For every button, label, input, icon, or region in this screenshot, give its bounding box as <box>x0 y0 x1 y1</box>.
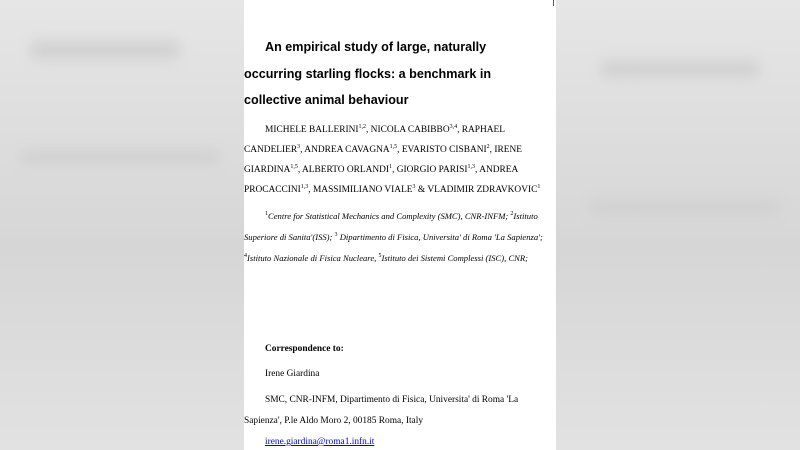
background-blur-shape <box>20 150 220 164</box>
author-affiliation-mark: 3 <box>412 183 416 190</box>
affiliation-text: Istituto Nazionale di Fisica Nucleare, <box>247 253 379 263</box>
author-affiliation-mark: 1,2 <box>358 123 366 130</box>
author-affiliation-mark: 1,5 <box>389 143 398 150</box>
author-name: IRENE GIARDINA <box>244 145 522 175</box>
background-blur-shape <box>590 200 780 214</box>
author-affiliation-mark: 3 <box>297 143 301 150</box>
author-name: EVARISTO CISBANI <box>401 145 487 155</box>
author-name: VLADIMIR ZDRAVKOVIC <box>427 185 538 195</box>
author-separator: , <box>475 165 480 175</box>
author-affiliation-mark: 1 <box>537 183 541 190</box>
author-separator: , <box>392 165 397 175</box>
affiliation-text: Dipartimento di Fisica, Universita' di Roma 'La Sapienza'; <box>337 232 543 242</box>
affiliation-text: Istituto Superiore di Sanita'(ISS); <box>244 211 538 242</box>
author-separator: , <box>300 145 305 155</box>
affiliation-mark: 1 <box>265 211 268 218</box>
correspondence-address: SMC, CNR-INFM, Dipartimento di Fisica, Universita' di Roma 'La Sapienza', P.le Aldo Moro 2, 00185 Roma, Italy <box>244 395 519 426</box>
author-affiliation-mark: 1,3 <box>300 183 309 190</box>
affiliation-text: Centre for Statistical Mechanics and Complexity (SMC), CNR-INFM; <box>268 211 511 221</box>
background-panel-left <box>0 0 244 450</box>
affiliation-mark: 4 <box>244 253 247 260</box>
author-separator: , <box>297 165 303 175</box>
author-separator: , <box>489 145 495 155</box>
author-separator: , <box>397 145 402 155</box>
correspondence-label: Correspondence to: <box>265 344 344 354</box>
author-affiliation-mark: 2 <box>486 143 490 150</box>
author-separator: , <box>457 125 462 135</box>
correspondence-name: Irene Giardina <box>265 369 320 379</box>
background-blur-shape <box>600 60 760 78</box>
author-name: ANDREA PROCACCINI <box>244 165 518 195</box>
author-list <box>244 120 554 200</box>
paper-title: An empirical study of large, naturally occurring starling flocks: a benchmark in collective animal behaviour <box>244 40 492 107</box>
author-name: MASSIMILIANO VIALE <box>312 185 413 195</box>
page-edge-mark <box>553 0 554 6</box>
correspondence-email-link[interactable]: irene.giardina@roma1.infn.it <box>265 437 375 447</box>
affiliations <box>244 206 556 269</box>
author-name: GIORGIO PARISI <box>396 165 468 175</box>
affiliation-mark: 5 <box>378 253 382 260</box>
author-affiliation-mark: 1,3 <box>467 163 476 170</box>
author-name: ALBERTO ORLANDI <box>302 165 390 175</box>
author-affiliation-mark: 1,5 <box>290 163 298 170</box>
affiliation-mark: 2 <box>510 211 514 218</box>
document-page[interactable] <box>244 0 556 450</box>
author-affiliation-mark: 1 <box>389 163 393 170</box>
author-affiliation-mark: 3,4 <box>449 123 458 130</box>
author-separator: , <box>308 185 313 195</box>
background-blur-shape <box>30 40 180 60</box>
author-name: MICHELE BALLERINI <box>265 125 359 135</box>
affiliation-text: Istituto dei Sistemi Complessi (ISC), CNR; <box>381 253 529 263</box>
author-name: RAPHAEL CANDELIER <box>244 125 505 155</box>
author-separator: & <box>415 185 428 195</box>
author-name: NICOLA CABIBBO <box>370 125 450 135</box>
affiliation-mark: 3 <box>334 232 338 239</box>
author-separator: , <box>365 125 371 135</box>
author-name: ANDREA CAVAGNA <box>304 145 390 155</box>
